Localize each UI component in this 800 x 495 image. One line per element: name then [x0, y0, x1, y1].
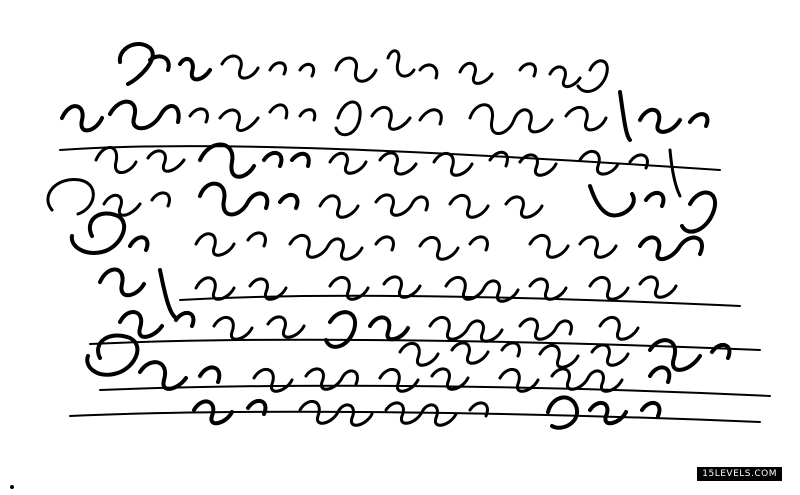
script-line-10: [70, 397, 760, 427]
script-line-1: [120, 44, 607, 91]
script-line-6: [100, 269, 740, 318]
watermark-badge: 15LEVELS.COM: [697, 467, 782, 481]
script-line-3: [60, 144, 720, 196]
ink-dot: [10, 485, 14, 489]
script-line-2: [62, 92, 707, 140]
script-line-9: [100, 362, 770, 396]
script-line-5: [72, 213, 702, 259]
script-line-4: [48, 179, 715, 231]
